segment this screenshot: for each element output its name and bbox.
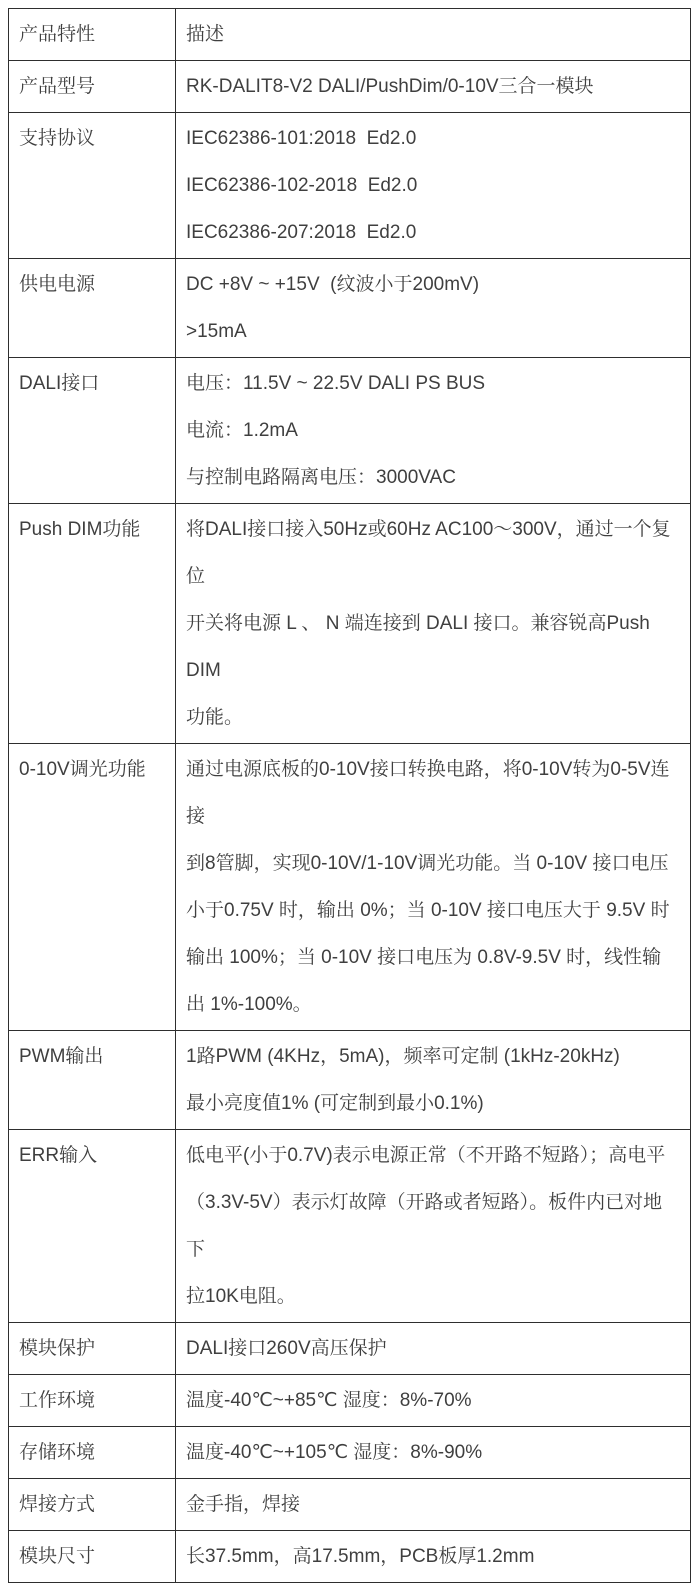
spec-row <box>9 61 691 113</box>
spec-label: PWM输出 <box>9 1031 176 1130</box>
spec-row <box>9 744 691 1031</box>
spec-line: IEC62386-207:2018 Ed2.0 <box>186 222 417 243</box>
spec-line: 电压：11.5V ~ 22.5V DALI PS BUS <box>186 373 486 394</box>
spec-line: IEC62386-102-2018 Ed2.0 <box>186 175 418 196</box>
spec-value <box>176 9 691 61</box>
spec-line: 与控制电路隔离电压：3000VAC <box>186 467 456 488</box>
spec-line: 小于0.75V 时，输出 0%；当 0-10V 接口电压大于 9.5V 时 <box>186 900 670 921</box>
spec-row <box>9 1427 691 1479</box>
spec-value <box>176 259 691 358</box>
spec-line: 开关将电源 L 、 N 端连接到 DALI 接口。兼容锐高Push DIM <box>186 613 656 681</box>
spec-label: 供电电源 <box>9 259 176 358</box>
spec-line: 低电平(小于0.7V)表示电源正常（不开路不短路）；高电平 <box>186 1145 666 1166</box>
spec-line: 拉10K电阻。 <box>186 1286 296 1307</box>
spec-row <box>9 113 691 259</box>
spec-label: 工作环境 <box>9 1375 176 1427</box>
spec-table-body <box>9 9 691 1583</box>
spec-line: 将DALI接口接入50Hz或60Hz AC100～300V，通过一个复位 <box>186 519 671 587</box>
spec-line: 功能。 <box>186 707 244 728</box>
spec-row <box>9 1031 691 1130</box>
spec-line: （3.3V-5V）表示灯故障（开路或者短路）。板件内已对地下 <box>186 1192 663 1260</box>
spec-label: 产品特性 <box>9 9 176 61</box>
spec-line: RK-DALIT8-V2 DALI/PushDim/0-10V三合一模块 <box>186 76 594 97</box>
spec-line: IEC62386-101:2018 Ed2.0 <box>186 128 417 149</box>
spec-value <box>176 1323 691 1375</box>
spec-label: DALI接口 <box>9 358 176 504</box>
spec-line: >15mA <box>186 321 247 342</box>
spec-line: 电流：1.2mA <box>186 420 298 441</box>
spec-line: 温度-40℃~+105℃ 湿度：8%-90% <box>186 1442 483 1463</box>
spec-line: 描述 <box>186 24 225 45</box>
spec-line: 1路PWM (4KHz，5mA)，频率可定制 (1kHz-20kHz) <box>186 1046 620 1067</box>
spec-value <box>176 1031 691 1130</box>
spec-row <box>9 1531 691 1583</box>
spec-row <box>9 358 691 504</box>
spec-value <box>176 1130 691 1323</box>
spec-label: ERR输入 <box>9 1130 176 1323</box>
spec-line: 金手指，焊接 <box>186 1494 301 1515</box>
spec-row <box>9 1479 691 1531</box>
spec-value <box>176 1531 691 1583</box>
spec-value <box>176 744 691 1031</box>
spec-line: 输出 100%；当 0-10V 接口电压为 0.8V-9.5V 时，线性输 <box>186 947 662 968</box>
spec-row <box>9 1130 691 1323</box>
product-spec-table <box>8 8 691 1583</box>
spec-value <box>176 504 691 744</box>
spec-value <box>176 1427 691 1479</box>
spec-row <box>9 1323 691 1375</box>
spec-line: DALI接口260V高压保护 <box>186 1338 387 1359</box>
spec-value <box>176 358 691 504</box>
spec-label: 存储环境 <box>9 1427 176 1479</box>
spec-line: 长37.5mm，高17.5mm，PCB板厚1.2mm <box>186 1546 535 1567</box>
spec-line: 温度-40℃~+85℃ 湿度：8%-70% <box>186 1390 472 1411</box>
spec-row <box>9 259 691 358</box>
spec-label: 模块尺寸 <box>9 1531 176 1583</box>
spec-value <box>176 61 691 113</box>
spec-label: 支持协议 <box>9 113 176 259</box>
spec-row <box>9 1375 691 1427</box>
spec-label: Push DIM功能 <box>9 504 176 744</box>
spec-label: 焊接方式 <box>9 1479 176 1531</box>
spec-line: 通过电源底板的0-10V接口转换电路，将0-10V转为0-5V连接 <box>186 759 670 827</box>
spec-label: 0-10V调光功能 <box>9 744 176 1031</box>
spec-line: DC +8V ~ +15V (纹波小于200mV) <box>186 274 480 295</box>
spec-row <box>9 504 691 744</box>
spec-label: 产品型号 <box>9 61 176 113</box>
spec-line: 出 1%-100%。 <box>186 994 312 1015</box>
spec-line: 最小亮度值1% (可定制到最小0.1%) <box>186 1093 484 1114</box>
spec-value <box>176 1375 691 1427</box>
spec-label: 模块保护 <box>9 1323 176 1375</box>
spec-line: 到8管脚，实现0-10V/1-10V调光功能。当 0-10V 接口电压 <box>186 853 669 874</box>
spec-header-row <box>9 9 691 61</box>
spec-value <box>176 1479 691 1531</box>
spec-value <box>176 113 691 259</box>
